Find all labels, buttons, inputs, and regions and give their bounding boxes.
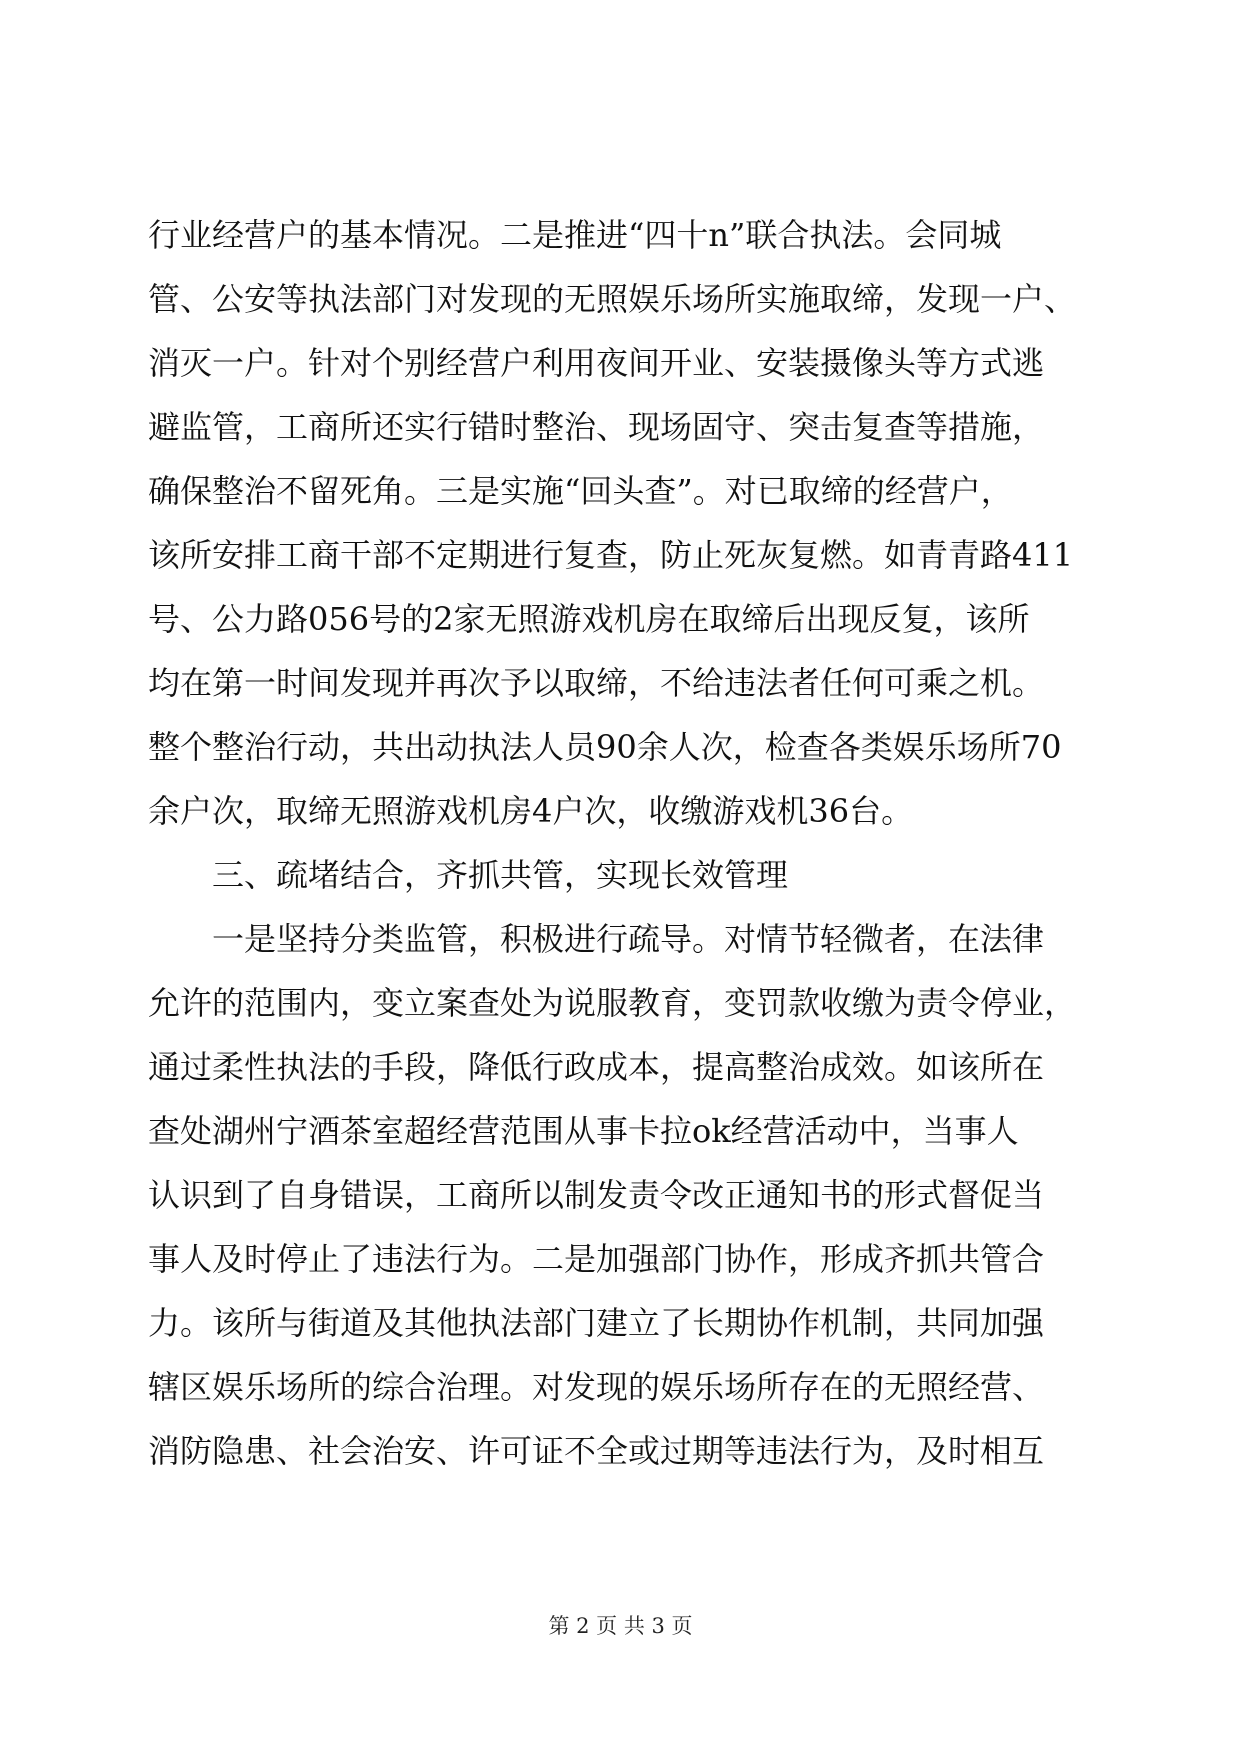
text-line: 管、公安等执法部门对发现的无照娱乐场所实施取缔，发现一户、 [148,280,1077,318]
text-line: 避监管，工商所还实行错时整治、现场固守、突击复查等措施， [148,408,1045,446]
text-line: 允许的范围内，变立案查处为说服教育，变罚款收缴为责令停业， [148,984,1077,1022]
section-heading: 三、疏堵结合，齐抓共管，实现长效管理 [148,856,789,894]
text-line: 认识到了自身错误，工商所以制发责令改正通知书的形式督促当 [148,1176,1045,1214]
text-line: 消防隐患、社会治安、许可证不全或过期等违法行为，及时相互 [148,1432,1045,1470]
text-line: 通过柔性执法的手段，降低行政成本，提高整治成效。如该所在 [148,1048,1045,1086]
text-line: 辖区娱乐场所的综合治理。对发现的娱乐场所存在的无照经营、 [148,1368,1045,1406]
text-line: 号、公力路056号的2家无照游戏机房在取缔后出现反复，该所 [148,600,1030,638]
text-line: 确保整治不留死角。三是实施“回头查”。对已取缔的经营户， [148,472,1013,510]
text-line: 查处湖州宁酒茶室超经营范围从事卡拉ok经营活动中，当事人 [148,1112,1019,1150]
text-line: 力。该所与街道及其他执法部门建立了长期协作机制，共同加强 [148,1304,1045,1342]
text-line: 该所安排工商干部不定期进行复查，防止死灰复燃。如青青路411 [148,536,1074,574]
text-line: 一是坚持分类监管，积极进行疏导。对情节轻微者，在法律 [148,920,1045,958]
text-line: 消灭一户。针对个别经营户利用夜间开业、安装摄像头等方式逃 [148,344,1045,382]
page-number-footer: 第 2 页 共 3 页 [548,1614,693,1638]
text-line: 均在第一时间发现并再次予以取缔，不给违法者任何可乘之机。 [148,664,1045,702]
text-line: 事人及时停止了违法行为。二是加强部门协作，形成齐抓共管合 [148,1240,1045,1278]
text-line: 整个整治行动，共出动执法人员90余人次，检查各类娱乐场所70 [148,728,1062,766]
text-line: 余户次，取缔无照游戏机房4户次，收缴游戏机36台。 [148,792,914,830]
text-line: 行业经营户的基本情况。二是推进“四十n”联合执法。会同城 [148,216,1002,254]
document-body [148,203,1093,1483]
